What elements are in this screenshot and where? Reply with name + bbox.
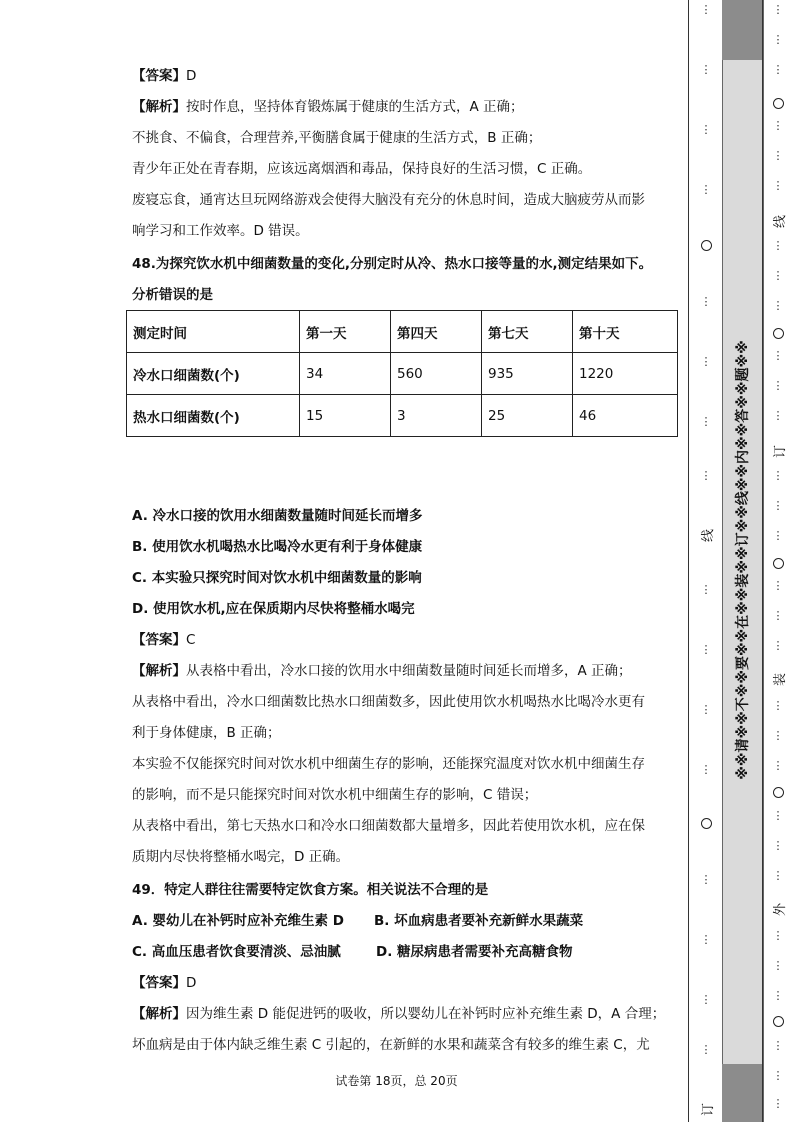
q48-analysis-line-6: 从表格中看出，第七天热水口和冷水口细菌数都大量增多，因此若使用饮水机，应在保 (132, 818, 645, 834)
q48-option-a: A. 冷水口接的饮用水细菌数量随时间延长而增多 (132, 508, 423, 524)
inner-dots-4: ⋮ (700, 183, 712, 196)
outer-dots-22: ⋮ (772, 809, 784, 822)
outer-dots-4: ⋮ (772, 119, 784, 132)
q49-analysis-line-1: 【解析】因为维生素 D 能促进钙的吸收，所以婴幼儿在补钙时应补充维生素 D，A 合理； (132, 1006, 666, 1022)
q47-analysis-line-1: 【解析】按时作息，坚持体育锻炼属于健康的生活方式，A 正确； (132, 99, 524, 115)
outer-dots-2: ⋮ (772, 33, 784, 46)
table-cell: 15 (300, 395, 391, 437)
table-cell: 1220 (573, 353, 678, 395)
inner-label-xian: 线 (701, 528, 717, 543)
outer-dots-28: ⋮ (772, 1039, 784, 1052)
outer-dots-18: ⋮ (772, 639, 784, 652)
inner-dots-5: ⋮ (700, 295, 712, 308)
q49-option-b: B. 坏血病患者要补充新鲜水果蔬菜 (374, 913, 584, 929)
table-header-cell: 测定时间 (127, 311, 300, 353)
outer-dots-1: ⋮ (772, 3, 784, 16)
table-header-cell: 第一天 (300, 311, 391, 353)
q47-answer: 【答案】D (132, 68, 197, 84)
outer-dots-29: ⋮ (772, 1069, 784, 1082)
outer-dots-30: ⋮ (772, 1097, 784, 1110)
table-cell: 34 (300, 353, 391, 395)
table-cell: 46 (573, 395, 678, 437)
outer-dots-19: ⋮ (772, 699, 784, 712)
inner-dots-11: ⋮ (700, 703, 712, 716)
q48-analysis-line-7: 质期内尽快将整桶水喝完，D 正确。 (132, 849, 350, 865)
inner-dots-6: ⋮ (700, 355, 712, 368)
inner-dots-9: ⋮ (700, 583, 712, 596)
outer-dots-23: ⋮ (772, 839, 784, 852)
binding-dark-block-bottom (722, 1064, 762, 1122)
table-header-cell: 第十天 (573, 311, 678, 353)
inner-circle-1 (701, 240, 712, 251)
q48-answer: 【答案】C (132, 632, 196, 648)
outer-dots-20: ⋮ (772, 729, 784, 742)
binding-line-outer (762, 0, 763, 1122)
outer-circle-5 (773, 1016, 784, 1027)
outer-dots-5: ⋮ (772, 149, 784, 162)
q48-option-d: D. 使用饮水机,应在保质期内尽快将整桶水喝完 (132, 601, 415, 617)
outer-dots-10: ⋮ (772, 349, 784, 362)
inner-dots-14: ⋮ (700, 933, 712, 946)
inner-dots-1: ⋮ (700, 3, 712, 16)
q48-stem-line-1: 48.为探究饮水机中细菌数量的变化,分别定时从冷、热水口接等量的水,测定结果如下。 (132, 256, 653, 272)
bacteria-table (126, 310, 678, 437)
outer-dots-6: ⋮ (772, 179, 784, 192)
outer-dots-15: ⋮ (772, 529, 784, 542)
outer-dots-7: ⋮ (772, 239, 784, 252)
q48-option-c: C. 本实验只探究时间对饮水机中细菌数量的影响 (132, 570, 422, 586)
outer-label-ding: 订 (773, 444, 789, 459)
table-cell: 560 (391, 353, 482, 395)
outer-dots-17: ⋮ (772, 609, 784, 622)
outer-dots-11: ⋮ (772, 379, 784, 392)
outer-dots-24: ⋮ (772, 869, 784, 882)
q49-option-a: A. 婴幼儿在补钙时应补充维生素 D (132, 913, 344, 929)
q49-option-c: C. 高血压患者饮食要清淡、忌油腻 (132, 944, 341, 960)
table-header-row (127, 311, 678, 353)
outer-label-wai: 外 (773, 902, 789, 917)
q48-analysis-line-4: 本实验不仅能探究时间对饮水机中细菌生存的影响，还能探究温度对饮水机中细菌生存 (132, 756, 645, 772)
outer-circle-1 (773, 98, 784, 109)
q48-analysis-line-3: 利于身体健康，B 正确； (132, 725, 281, 741)
outer-dots-14: ⋮ (772, 499, 784, 512)
q48-analysis-line-5: 的影响，而不是只能探究时间对饮水机中细菌生存的影响，C 错误； (132, 787, 538, 803)
outer-circle-4 (773, 787, 784, 798)
outer-label-zhuang: 装 (773, 672, 789, 687)
outer-dots-12: ⋮ (772, 409, 784, 422)
binding-dark-block-top (722, 0, 762, 60)
outer-dots-9: ⋮ (772, 299, 784, 312)
q47-analysis-line-5: 响学习和工作效率。D 错误。 (132, 223, 309, 239)
outer-circle-3 (773, 558, 784, 569)
table-header-cell: 第七天 (482, 311, 573, 353)
outer-dots-3: ⋮ (772, 63, 784, 76)
outer-dots-21: ⋮ (772, 759, 784, 772)
table-row (127, 353, 678, 395)
table-cell: 25 (482, 395, 573, 437)
q47-analysis-line-3: 青少年正处在青春期，应该远离烟酒和毒品，保持良好的生活习惯，C 正确。 (132, 161, 592, 177)
binding-line-inner (688, 0, 689, 1122)
inner-dots-13: ⋮ (700, 873, 712, 886)
binding-warning-text: ※※请※※不※※要※※在※※装※※订※※线※※内※※答※※题※※ (735, 340, 751, 780)
inner-dots-3: ⋮ (700, 123, 712, 136)
inner-dots-12: ⋮ (700, 763, 712, 776)
outer-dots-25: ⋮ (772, 929, 784, 942)
outer-dots-8: ⋮ (772, 269, 784, 282)
outer-circle-2 (773, 328, 784, 339)
q49-analysis-line-2: 坏血病是由于体内缺乏维生素 C 引起的，在新鲜的水果和蔬菜含有较多的维生素 C，尤 (132, 1037, 650, 1053)
table-cell: 热水口细菌数(个) (127, 395, 300, 437)
outer-dots-26: ⋮ (772, 959, 784, 972)
table-header-cell: 第四天 (391, 311, 482, 353)
q49-option-d: D. 糖尿病患者需要补充高糖食物 (376, 944, 573, 960)
outer-dots-16: ⋮ (772, 579, 784, 592)
q49-stem: 49．特定人群往往需要特定饮食方案。相关说法不合理的是 (132, 882, 489, 898)
inner-dots-2: ⋮ (700, 63, 712, 76)
outer-dots-27: ⋮ (772, 989, 784, 1002)
inner-dots-8: ⋮ (700, 469, 712, 482)
q48-stem-line-2: 分析错误的是 (132, 287, 213, 303)
inner-dots-7: ⋮ (700, 415, 712, 428)
inner-dots-16: ⋮ (700, 1043, 712, 1056)
q48-analysis-line-2: 从表格中看出，冷水口细菌数比热水口细菌数多，因此使用饮水机喝热水比喝冷水更有 (132, 694, 645, 710)
inner-dots-10: ⋮ (700, 643, 712, 656)
table-row (127, 395, 678, 437)
q48-option-b: B. 使用饮水机喝热水比喝冷水更有利于身体健康 (132, 539, 423, 555)
outer-dots-13: ⋮ (772, 469, 784, 482)
q49-answer: 【答案】D (132, 975, 197, 991)
inner-circle-2 (701, 818, 712, 829)
table-cell: 冷水口细菌数(个) (127, 353, 300, 395)
q47-analysis-line-2: 不挑食、不偏食，合理营养,平衡膳食属于健康的生活方式，B 正确； (132, 130, 542, 146)
inner-dots-15: ⋮ (700, 993, 712, 1006)
q47-analysis-line-4: 废寝忘食，通宵达旦玩网络游戏会使得大脑没有充分的休息时间，造成大脑疲劳从而影 (132, 192, 645, 208)
table-cell: 3 (391, 395, 482, 437)
q48-analysis-line-1: 【解析】从表格中看出，冷水口接的饮用水中细菌数量随时间延长而增多，A 正确； (132, 663, 632, 679)
inner-label-ding: 订 (701, 1102, 717, 1117)
table-cell: 935 (482, 353, 573, 395)
outer-label-xian: 线 (773, 214, 789, 229)
page-footer: 试卷第 18页，总 20页 (335, 1074, 458, 1088)
